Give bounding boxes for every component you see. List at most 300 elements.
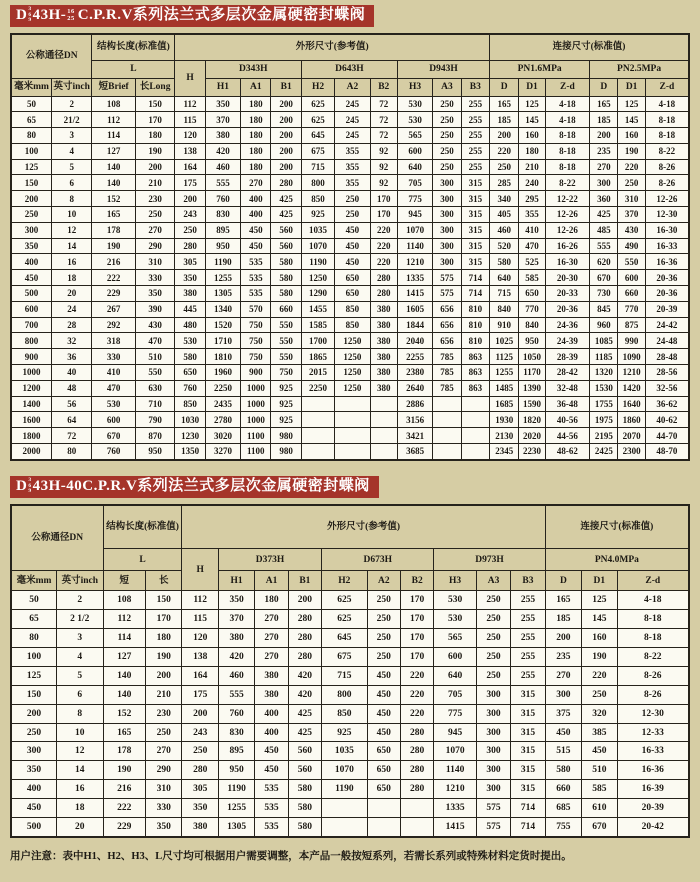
- cell: [367, 799, 400, 818]
- cell: 945: [434, 723, 476, 742]
- cell: 640: [490, 270, 519, 286]
- cell: 8-18: [545, 159, 590, 175]
- header-cell: D1: [618, 78, 645, 96]
- frac-top: 16: [67, 8, 75, 15]
- spec-table-pn40: [10, 504, 690, 838]
- cell: 180: [255, 591, 288, 610]
- cell: 900: [241, 365, 271, 381]
- cell: 1820: [519, 412, 545, 428]
- cell: 1125: [490, 349, 519, 365]
- cell: 170: [400, 610, 433, 629]
- cell: 150: [135, 96, 174, 112]
- cell: 305: [175, 254, 205, 270]
- cell: 1335: [397, 270, 432, 286]
- cell: 270: [146, 742, 182, 761]
- cell: 400: [255, 704, 288, 723]
- cell: 380: [370, 333, 397, 349]
- cell: 92: [370, 159, 397, 175]
- cell: 863: [461, 380, 489, 396]
- cell: 1390: [519, 380, 545, 396]
- cell: 750: [241, 333, 271, 349]
- cell: 220: [370, 254, 397, 270]
- cell: 21/2: [51, 112, 91, 128]
- cell: 550: [271, 333, 301, 349]
- cell: 255: [511, 629, 545, 648]
- spec-table-pn16-pn25: [10, 33, 690, 461]
- cell: 535: [241, 254, 271, 270]
- table-row: [11, 723, 689, 742]
- cell: 370: [218, 610, 254, 629]
- table-row: [11, 254, 689, 270]
- cell: 20: [51, 286, 91, 302]
- table-row: [11, 128, 689, 144]
- cell: 305: [182, 780, 218, 799]
- cell: 1255: [490, 365, 519, 381]
- cell: 3421: [397, 428, 432, 444]
- cell: 28-48: [645, 349, 689, 365]
- cell: 840: [490, 301, 519, 317]
- cell: 8: [51, 191, 91, 207]
- table1-title-banner: [10, 5, 374, 27]
- cell: 315: [461, 222, 489, 238]
- cell: 28-42: [545, 365, 590, 381]
- header-cell: PN4.0MPa: [545, 549, 689, 571]
- cell: 530: [397, 112, 432, 128]
- cell: 270: [241, 175, 271, 191]
- cell: 714: [461, 270, 489, 286]
- cell: 160: [519, 128, 545, 144]
- note-label: 用户注意：: [10, 850, 63, 862]
- cell: 125: [582, 591, 617, 610]
- cell: 170: [135, 112, 174, 128]
- cell: 140: [92, 159, 136, 175]
- cell: 2 1/2: [57, 610, 104, 629]
- cell: 945: [397, 207, 432, 223]
- cell: 535: [255, 818, 288, 837]
- model-prefix: D: [16, 477, 28, 494]
- cell: 330: [135, 270, 174, 286]
- cell: 430: [135, 317, 174, 333]
- cell: 255: [461, 128, 489, 144]
- cell: 450: [335, 222, 370, 238]
- cell: 125: [519, 96, 545, 112]
- cell: 170: [146, 610, 182, 629]
- cell: 200: [146, 666, 182, 685]
- cell: 200: [271, 112, 301, 128]
- cell: 250: [182, 742, 218, 761]
- cell: 8-22: [545, 175, 590, 191]
- cell: 575: [476, 799, 510, 818]
- cell: 165: [490, 96, 519, 112]
- cell: 350: [146, 818, 182, 837]
- cell: 570: [241, 301, 271, 317]
- cell: 200: [11, 191, 51, 207]
- cell: 755: [545, 818, 581, 837]
- cell: 380: [255, 666, 288, 685]
- cell: 350: [205, 96, 240, 112]
- cell: 380: [175, 286, 205, 302]
- cell: 285: [490, 175, 519, 191]
- cell: 450: [11, 799, 57, 818]
- table-row: [11, 780, 689, 799]
- title-text: C.P.R.V系列法兰式多层次金属硬密封蝶阀: [82, 477, 370, 494]
- cell: 14: [57, 761, 104, 780]
- table-row: [11, 191, 689, 207]
- table-row: [11, 428, 689, 444]
- cell: 550: [271, 317, 301, 333]
- header-cell: H: [182, 549, 218, 591]
- cell: 1190: [218, 780, 254, 799]
- cell: [433, 412, 461, 428]
- cell: 1030: [175, 412, 205, 428]
- cell: 1700: [301, 333, 334, 349]
- stack-digit: 9: [28, 17, 32, 24]
- cell: 112: [103, 610, 145, 629]
- cell: 112: [182, 591, 218, 610]
- cell: 670: [590, 270, 618, 286]
- table-row: [11, 629, 689, 648]
- cell: 660: [271, 301, 301, 317]
- cell: 714: [461, 286, 489, 302]
- cell: 350: [135, 286, 174, 302]
- cell: 560: [288, 742, 321, 761]
- cell: 315: [511, 704, 545, 723]
- cell: 8-26: [617, 685, 689, 704]
- cell: 1210: [434, 780, 476, 799]
- cell: 28-56: [645, 365, 689, 381]
- table-row: [11, 444, 689, 460]
- cell: 44-56: [545, 428, 590, 444]
- cell: 280: [370, 270, 397, 286]
- cell: 315: [461, 191, 489, 207]
- cell: 360: [590, 191, 618, 207]
- cell: 250: [433, 143, 461, 159]
- cell: 20-42: [617, 818, 689, 837]
- cell: 420: [288, 666, 321, 685]
- header-cell: 英寸inch: [51, 78, 91, 96]
- cell: 255: [511, 648, 545, 667]
- cell: 575: [433, 270, 461, 286]
- cell: 450: [255, 742, 288, 761]
- cell: 380: [370, 301, 397, 317]
- cell: 550: [618, 254, 645, 270]
- cell: 300: [11, 222, 51, 238]
- cell: 405: [490, 207, 519, 223]
- cell: 280: [400, 761, 433, 780]
- cell: 40-62: [645, 412, 689, 428]
- cell: 1100: [241, 444, 271, 460]
- cell: 20-30: [545, 270, 590, 286]
- cell: [461, 396, 489, 412]
- cell: 450: [255, 761, 288, 780]
- cell: 925: [271, 396, 301, 412]
- cell: 243: [175, 207, 205, 223]
- cell: 150: [11, 175, 51, 191]
- cell: 220: [582, 666, 617, 685]
- cell: 320: [582, 704, 617, 723]
- cell: 670: [92, 428, 136, 444]
- cell: 92: [370, 143, 397, 159]
- cell: 280: [370, 286, 397, 302]
- cell: 375: [545, 704, 581, 723]
- header-cell: H1: [205, 78, 240, 96]
- cell: 650: [367, 780, 400, 799]
- cell: 450: [367, 666, 400, 685]
- cell: 610: [582, 799, 617, 818]
- cell: 400: [11, 254, 51, 270]
- cell: 2380: [397, 365, 432, 381]
- header-cell: H2: [322, 571, 368, 591]
- cell: 165: [590, 96, 618, 112]
- cell: 730: [590, 286, 618, 302]
- cell: 685: [545, 799, 581, 818]
- header-cell: D673H: [322, 549, 434, 571]
- cell: 315: [461, 238, 489, 254]
- cell: 300: [590, 175, 618, 191]
- cell: 530: [434, 591, 476, 610]
- table-row: [11, 301, 689, 317]
- cell: 600: [618, 270, 645, 286]
- cell: 4: [51, 143, 91, 159]
- note-text: 表中H1、H2、H3、L尺寸均可根据用户需要调整，本产品一般按短系列，若需长系列或特殊材料定货时提出。: [62, 850, 572, 862]
- cell: 2255: [397, 349, 432, 365]
- cell: 125: [11, 159, 51, 175]
- table-row: [11, 238, 689, 254]
- cell: 340: [490, 191, 519, 207]
- header-cell: 公称通径DN: [11, 34, 92, 78]
- cell: 1860: [618, 412, 645, 428]
- cell: 112: [92, 112, 136, 128]
- cell: 125: [11, 666, 57, 685]
- cell: 250: [476, 629, 510, 648]
- cell: 750: [241, 317, 271, 333]
- cell: 895: [205, 222, 240, 238]
- cell: 2: [57, 591, 104, 610]
- cell: 152: [92, 191, 136, 207]
- cell: 72: [370, 112, 397, 128]
- cell: 370: [618, 207, 645, 223]
- cell: 1035: [322, 742, 368, 761]
- cell: 315: [511, 685, 545, 704]
- pressure-fraction: [67, 9, 75, 22]
- cell: 20-36: [645, 286, 689, 302]
- cell: 200: [175, 191, 205, 207]
- cell: 1140: [434, 761, 476, 780]
- cell: 300: [545, 685, 581, 704]
- cell: [335, 428, 370, 444]
- model-mid: 43H-: [32, 477, 67, 494]
- table2-title-banner: [10, 476, 379, 498]
- cell: 714: [511, 799, 545, 818]
- cell: 20-39: [617, 799, 689, 818]
- cell: 250: [433, 159, 461, 175]
- cell: 12-26: [545, 207, 590, 223]
- cell: 380: [218, 629, 254, 648]
- cell: 114: [92, 128, 136, 144]
- cell: 1070: [322, 761, 368, 780]
- header-cell: 长: [146, 571, 182, 591]
- cell: 12-22: [545, 191, 590, 207]
- cell: 645: [301, 128, 334, 144]
- cell: 530: [92, 396, 136, 412]
- header-cell: D: [490, 78, 519, 96]
- cell: 115: [175, 112, 205, 128]
- cell: 3156: [397, 412, 432, 428]
- cell: 580: [175, 349, 205, 365]
- cell: 625: [301, 96, 334, 112]
- cell: [400, 799, 433, 818]
- cell: 656: [433, 301, 461, 317]
- cell: 6: [57, 685, 104, 704]
- cell: 56: [51, 396, 91, 412]
- cell: 1844: [397, 317, 432, 333]
- cell: 108: [103, 591, 145, 610]
- cell: 80: [11, 128, 51, 144]
- cell: 355: [335, 175, 370, 191]
- stack-digit: 3: [28, 6, 32, 13]
- cell: 28-39: [545, 349, 590, 365]
- cell: 190: [582, 648, 617, 667]
- cell: 2015: [301, 365, 334, 381]
- cell: 8-26: [617, 666, 689, 685]
- cell: 72: [370, 128, 397, 144]
- cell: 535: [255, 780, 288, 799]
- cell: 280: [288, 629, 321, 648]
- stack-digit: 6: [28, 11, 32, 18]
- cell: 280: [400, 742, 433, 761]
- cell: 760: [92, 444, 136, 460]
- table-row: [11, 742, 689, 761]
- cell: 380: [370, 349, 397, 365]
- title-text: C.P.R.V系列法兰式多层次金属硬密封蝶阀: [77, 7, 366, 23]
- cell: 650: [367, 742, 400, 761]
- drive-code-stack: [28, 7, 31, 24]
- cell: 1605: [397, 301, 432, 317]
- cell: 1070: [301, 238, 334, 254]
- cell: 450: [367, 704, 400, 723]
- cell: 350: [182, 799, 218, 818]
- cell: 170: [400, 591, 433, 610]
- cell: 450: [335, 254, 370, 270]
- cell: 300: [476, 723, 510, 742]
- cell: 8-18: [545, 128, 590, 144]
- cell: 295: [519, 191, 545, 207]
- cell: 280: [175, 238, 205, 254]
- header-cell: PN2.5MPa: [590, 60, 689, 78]
- cell: 350: [175, 270, 205, 286]
- cell: 400: [11, 780, 57, 799]
- cell: 800: [301, 175, 334, 191]
- frac-bottom: 25: [67, 14, 75, 22]
- cell: 310: [135, 254, 174, 270]
- cell: 280: [271, 175, 301, 191]
- cell: 1000: [241, 412, 271, 428]
- cell: 500: [11, 286, 51, 302]
- cell: 6: [51, 175, 91, 191]
- cell: 140: [103, 685, 145, 704]
- header-cell: D643H: [301, 60, 397, 78]
- cell: 32: [51, 333, 91, 349]
- cell: 32-56: [645, 380, 689, 396]
- table-row: [11, 412, 689, 428]
- cell: 700: [11, 317, 51, 333]
- cell: 520: [490, 238, 519, 254]
- cell: 555: [218, 685, 254, 704]
- cell: 355: [335, 159, 370, 175]
- cell: 270: [135, 222, 174, 238]
- cell: 220: [490, 143, 519, 159]
- cell: 164: [182, 666, 218, 685]
- header-cell: B1: [271, 78, 301, 96]
- cell: 4-18: [617, 591, 689, 610]
- cell: 24: [51, 301, 91, 317]
- cell: 300: [476, 685, 510, 704]
- cell: 300: [433, 191, 461, 207]
- cell: 200: [271, 159, 301, 175]
- cell: 12: [51, 222, 91, 238]
- cell: [335, 444, 370, 460]
- table-row: [11, 610, 689, 629]
- cell: 445: [175, 301, 205, 317]
- cell: 2250: [301, 380, 334, 396]
- cell: 714: [511, 818, 545, 837]
- table-row: [11, 685, 689, 704]
- cell: 12-30: [617, 704, 689, 723]
- cell: 300: [433, 238, 461, 254]
- cell: 2250: [205, 380, 240, 396]
- cell: 200: [11, 704, 57, 723]
- cell: 8-18: [545, 143, 590, 159]
- cell: 18: [51, 270, 91, 286]
- cell: 1190: [322, 780, 368, 799]
- cell: 630: [135, 380, 174, 396]
- cell: 1975: [590, 412, 618, 428]
- table-row: [11, 207, 689, 223]
- cell: [301, 428, 334, 444]
- cell: 138: [175, 143, 205, 159]
- cell: 650: [175, 365, 205, 381]
- cell: 180: [241, 96, 271, 112]
- cell: 580: [288, 818, 321, 837]
- cell: 450: [545, 723, 581, 742]
- cell: 20-36: [545, 301, 590, 317]
- cell: 863: [461, 349, 489, 365]
- header-cell: D343H: [205, 60, 301, 78]
- cell: 380: [370, 317, 397, 333]
- cell: 525: [519, 254, 545, 270]
- cell: 1200: [11, 380, 51, 396]
- cell: 565: [397, 128, 432, 144]
- cell: 250: [175, 222, 205, 238]
- cell: 2130: [490, 428, 519, 444]
- cell: 127: [103, 648, 145, 667]
- cell: 580: [271, 286, 301, 302]
- table-row: [11, 761, 689, 780]
- cell: 2: [51, 96, 91, 112]
- cell: 370: [205, 112, 240, 128]
- cell: 180: [241, 112, 271, 128]
- cell: 1190: [301, 254, 334, 270]
- cell: 560: [288, 761, 321, 780]
- cell: 600: [11, 301, 51, 317]
- cell: 560: [271, 222, 301, 238]
- cell: 270: [255, 648, 288, 667]
- stack-digit: 9: [28, 488, 32, 495]
- cell: 650: [335, 286, 370, 302]
- cell: 760: [218, 704, 254, 723]
- cell: 3270: [205, 444, 240, 460]
- cell: 270: [590, 159, 618, 175]
